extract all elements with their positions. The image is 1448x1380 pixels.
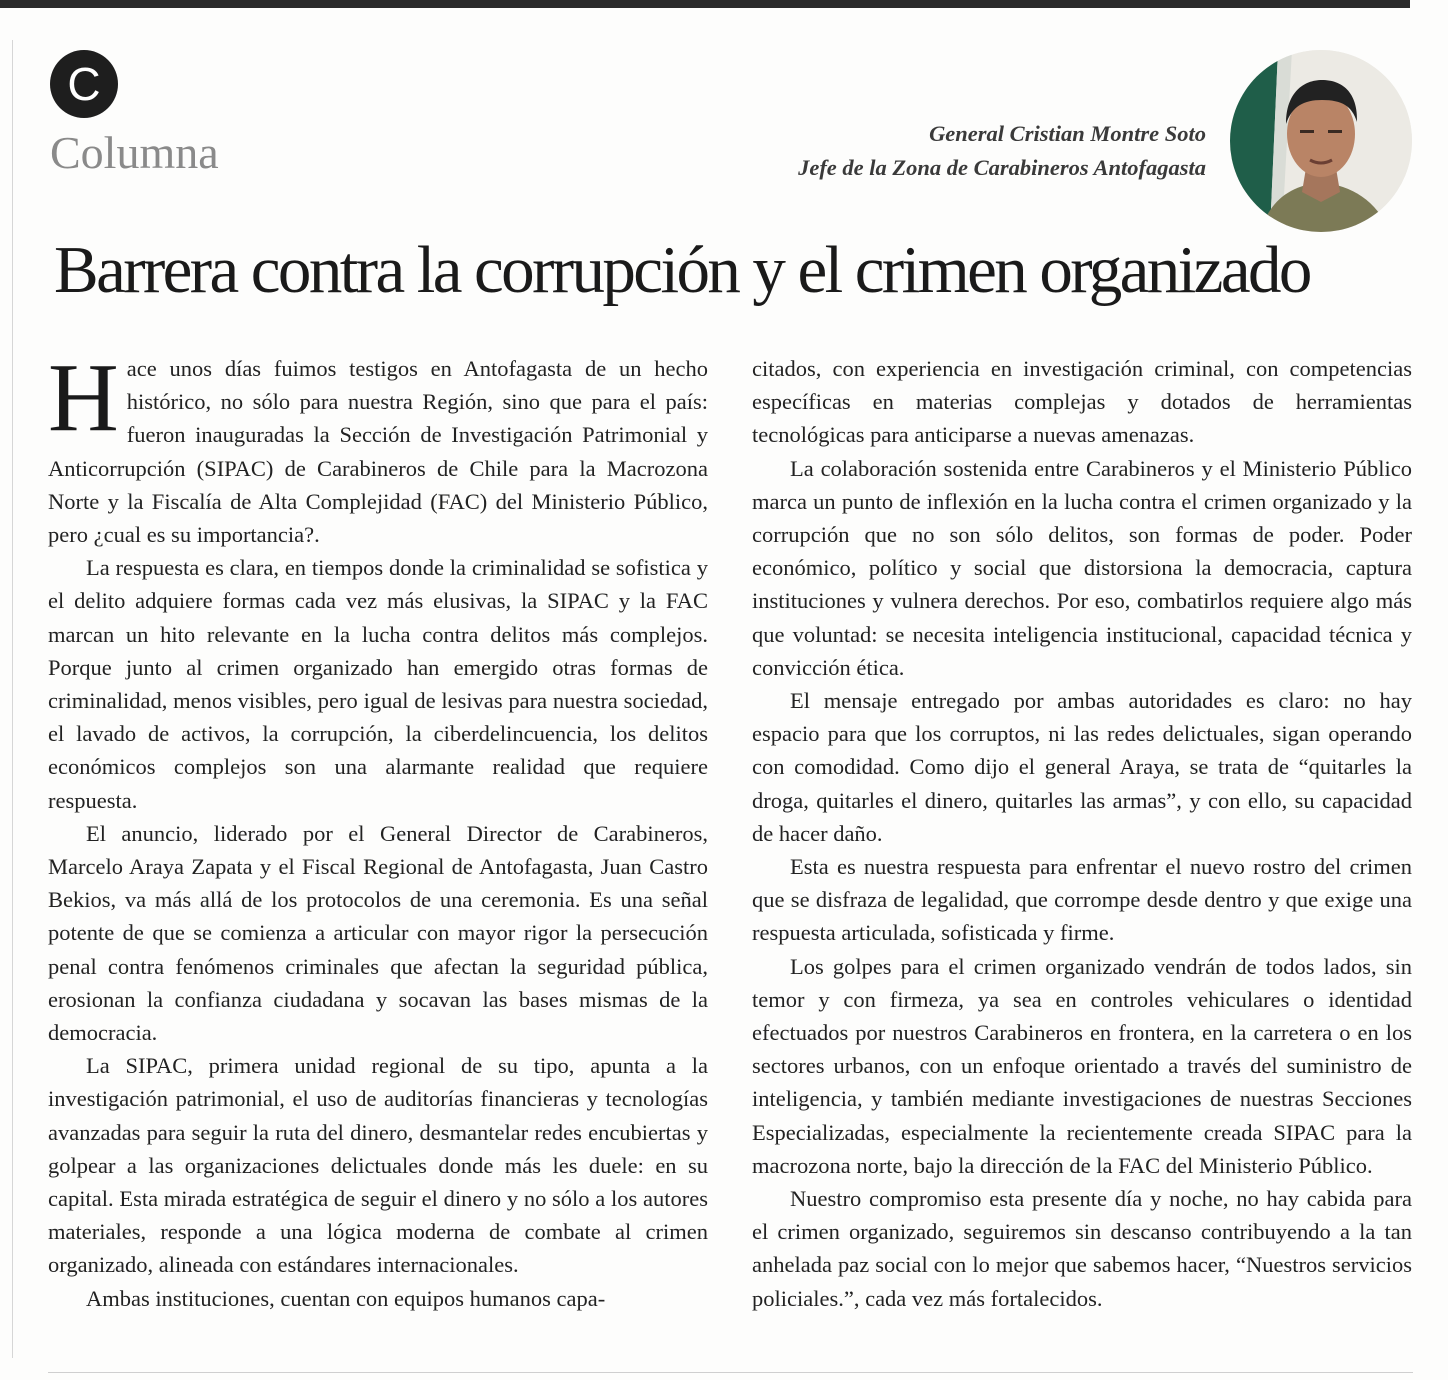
paragraph: Ambas instituciones, cuentan con equipos humanos capa- [86, 1285, 606, 1311]
author-role: Jefe de la Zona de Carabineros Antofagasta [798, 155, 1206, 180]
article-title: Barrera contra la corrupción y el crimen organizado [54, 233, 1310, 307]
drop-cap: H [48, 344, 119, 452]
paragraph: citados, con experiencia en investigación criminal, con competencias específicas en materias complejas y dotados de herramientas tecnológicas para anticiparse a nuevas amenazas. [752, 356, 1412, 448]
paragraph: Los golpes para el crimen organizado vendrán de todos lados, sin temor y con firmeza, ya sea en controles vehiculares o identidad efectuados por nuestros Carabineros en frontera, en la carretera o en los sectores urbanos, con un enfoque orientado a través del suministro de inteligencia, y también mediante investigaciones de nuestras Secciones Especializadas, especialmente la recientemente creada SIPAC para la macrozona norte, bajo la dirección de la FAC del Ministerio Público. [752, 953, 1412, 1178]
section-letter: C [67, 58, 101, 110]
author-name: General Cristian Montre Soto [929, 121, 1206, 146]
paragraph: La SIPAC, primera unidad regional de su tipo, apunta a la investigación patrimonial, el uso de auditorías financieras y tecnologías avanzadas para seguir la ruta del dinero, desmantelar redes encubiertas y golpear a las organizaciones delictuales donde más les duele: en su capital. Esta mirada estratégica de seguir el dinero y no sólo a los autores materiales, responde a una lógica moderna de combate al crimen organizado, alineada con estándares internacionales. [48, 1053, 708, 1278]
author-portrait-icon [1230, 50, 1412, 232]
paragraph [48, 344, 708, 551]
paragraph-text: ace unos días fuimos testigos en Antofagasta de un hecho histórico, no sólo para nuestra Región, sino que para el país: fueron inauguradas la Sección de Investigación Patrimonial y Anticorrupción (SIPAC) de Carabineros de Chile para la Macrozona Norte y la Fiscalía de Alta Complejidad (FAC) del Ministerio Público, pero ¿cual es su importancia?. [48, 356, 708, 548]
paragraph: La colaboración sostenida entre Carabineros y el Ministerio Público marca un punto de inflexión en la lucha contra el crimen organizado y la corrupción que no son sólo delitos, son formas de poder. Poder económico, político y social que distorsiona la democracia, captura instituciones y vulnera derechos. Por eso, combatirlos requiere algo más que voluntad: se necesita inteligencia institucional, capacidad técnica y convicción ética. [752, 455, 1412, 680]
article-column-left [48, 344, 708, 1315]
paragraph: Nuestro compromiso esta presente día y noche, no hay cabida para el crimen organizado, seguiremos sin descanso contribuyendo a la tan anhelada paz social con lo mejor que sabemos hacer, “Nuestros servicios policiales.”, cada vez más fortalecidos. [752, 1186, 1412, 1311]
paragraph: El anuncio, liderado por el General Director de Carabineros, Marcelo Araya Zapata y el Fiscal Regional de Antofagasta, Juan Castro Bekios, va más allá de los protocolos de una ceremonia. Es una señal potente de que se comienza a articular con mayor rigor la persecución penal contra fenómenos criminales que afectan la seguridad pública, erosionan la confianza ciudadana y socavan las bases mismas de la democracia. [48, 820, 708, 1046]
paragraph: El mensaje entregado por ambas autoridades es claro: no hay espacio para que los corruptos, ni las redes delictuales, sigan operando con comodidad. Como dijo el general Araya, se trata de “quitarles la droga, quitarles el dinero, quitarles las armas”, y con ello, su capacidad de hacer daño. [752, 688, 1412, 846]
paragraph: Esta es nuestra respuesta para enfrentar el nuevo rostro del crimen que se disfraza de legalidad, que corrompe desde dentro y que exige una respuesta articulada, sofisticada y firme. [752, 854, 1412, 946]
top-rule [0, 0, 1410, 8]
article-column-right [752, 352, 1412, 1315]
left-margin-rule [12, 40, 13, 1358]
author-byline [798, 117, 1206, 185]
bottom-rule [48, 1372, 1413, 1373]
paragraph: La respuesta es clara, en tiempos donde la criminalidad se sofistica y el delito adquiere formas cada vez más elusivas, la SIPAC y la FAC marcan un hito relevante en la lucha contra delitos más complejos. Porque junto al crimen organizado han emergido otras formas de criminalidad, menos visibles, pero igual de lesivas para nuestra sociedad, el lavado de activos, la corrupción, la ciberdelincuencia, los delitos económicos complejos son una alarmante realidad que requiere respuesta. [48, 555, 708, 813]
section-label: Columna [50, 127, 219, 178]
author-photo [1230, 50, 1412, 232]
section-badge [50, 50, 118, 118]
